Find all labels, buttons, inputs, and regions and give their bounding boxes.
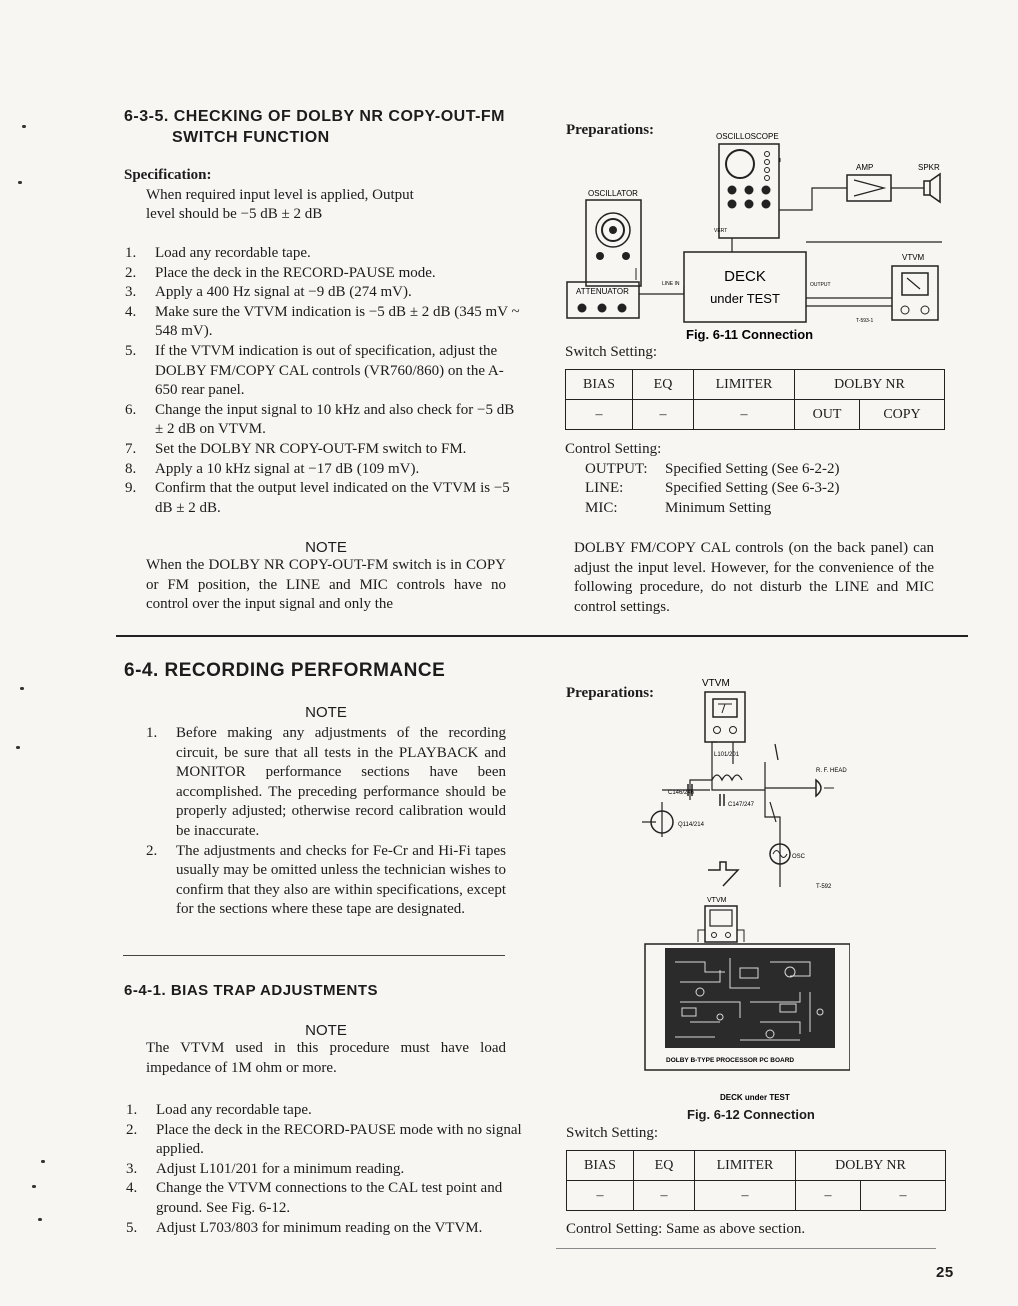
list-item-text: Set the DOLBY NR COPY-OUT-FM switch to FM. [155, 440, 467, 457]
rf-head-icon [816, 780, 821, 796]
board-label: DOLBY B-TYPE PROCESSOR PC BOARD [666, 1057, 795, 1064]
control-key: LINE: [585, 480, 624, 497]
q114-label: Q114/214 [678, 822, 704, 828]
list-item [126, 1160, 526, 1180]
procedure-steps-6-3-5 [125, 244, 525, 518]
note-6-4-1 [146, 1022, 506, 1078]
vtvm-box [892, 266, 938, 320]
deck-label-line2: under TEST [710, 291, 780, 306]
oscillator-label: OSCILLATOR [588, 189, 638, 198]
control-key: MIC: [585, 499, 618, 516]
list-item-number: 5. [126, 1219, 138, 1236]
list-item-number: 5. [125, 342, 137, 359]
list-item-number: 6. [125, 401, 137, 418]
list-item-number: 8. [125, 460, 137, 477]
oscilloscope-label: OSCILLOSCOPE [716, 132, 779, 141]
section-6-4-1-title: 6-4-1. BIAS TRAP ADJUSTMENTS [124, 982, 379, 999]
speaker-icon [924, 181, 930, 195]
line-in-label: LINE IN [662, 281, 680, 287]
col-dolby-nr: DOLBY NR [796, 1151, 946, 1181]
list-item-number: 2. [146, 842, 158, 859]
list-item-number: 7. [125, 440, 137, 457]
deck-box [684, 252, 806, 322]
amp-label: AMP [856, 163, 874, 172]
specification-block [124, 166, 524, 225]
cell-eq: – [634, 1181, 695, 1211]
list-item [126, 1179, 526, 1218]
attenuator-label: ATTENUATOR [576, 287, 629, 296]
speaker-label: SPKR [918, 163, 940, 172]
cell-dolby-b: – [861, 1181, 946, 1211]
cell-bias: – [566, 400, 633, 430]
list-item-text: The adjustments and checks for Fe-Cr and Hi-Fi tapes usually may be omitted unless the technician wishes to confirm that they also are within specifications, except for the sections where these tape are designated. [176, 842, 506, 918]
list-item-text: Load any recordable tape. [155, 245, 311, 261]
margin-speck [16, 746, 20, 749]
vert-label: VERT [714, 228, 728, 234]
note-text: The VTVM used in this procedure must have load impedance of 1M ohm or more. [146, 1040, 506, 1076]
margin-speck [38, 1218, 42, 1221]
section-title-line2: SWITCH FUNCTION [172, 129, 330, 146]
cell-dolby-a: – [796, 1181, 861, 1211]
control-setting-label: Control Setting: [565, 441, 662, 457]
c147-label: C147/247 [728, 802, 755, 808]
osc-label: OSC [792, 854, 806, 860]
rf-head-label: R. F. HEAD [816, 768, 847, 774]
list-item-text: Confirm that the output level indicated on the VTVM is −5 dB ± 2 dB. [155, 480, 510, 516]
control-setting-text: Control Setting: Same as above section. [566, 1221, 806, 1237]
fig-6-12-caption: Fig. 6-12 Connection [687, 1107, 815, 1122]
dolby-cal-text: DOLBY FM/COPY CAL controls (on the back panel) can adjust the input level. However, for the convenience of the following procedure, do not disturb the LINE and MIC control settings. [574, 540, 934, 615]
control-value: Specified Setting (See 6-2-2) [665, 460, 840, 477]
margin-speck [22, 125, 26, 128]
col-eq: EQ [633, 370, 694, 400]
oscilloscope-screen [726, 150, 754, 178]
list-item-text: Adjust L101/201 for a minimum reading. [156, 1160, 405, 1177]
list-item [125, 460, 525, 480]
list-item [125, 264, 525, 284]
list-item [125, 283, 525, 303]
list-item-text: Change the input signal to 10 kHz and also check for −5 dB ± 2 dB on VTVM. [155, 401, 515, 438]
list-item-text: Make sure the VTVM indication is −5 dB ± 2 dB (345 mV ~ 548 mV). [155, 303, 520, 340]
preparations-label: Preparations: [566, 685, 655, 701]
list-item-text: Apply a 10 kHz signal at −17 dB (109 mV). [155, 460, 420, 477]
margin-speck [41, 1160, 45, 1163]
list-item [126, 1219, 526, 1239]
deck-label-line1: DECK [724, 268, 766, 285]
list-item-text: Change the VTVM connections to the CAL test point and ground. See Fig. 6-12. [156, 1180, 503, 1216]
note-title: NOTE [305, 1022, 347, 1039]
bottom-rule [556, 1248, 936, 1249]
control-row [585, 460, 840, 480]
vtvm-top-label: VTVM [702, 678, 730, 689]
switch-setting-label: Switch Setting: [565, 344, 658, 360]
cell-dolby-out: OUT [795, 400, 860, 430]
vtvm-label: VTVM [902, 253, 925, 262]
note-text: When the DOLBY NR COPY-OUT-FM switch is in COPY or FM position, the LINE and MIC controls have no control over the input signal and only the [146, 557, 506, 613]
list-item [125, 440, 525, 460]
list-item-number: 4. [125, 303, 137, 320]
list-item [146, 724, 506, 842]
control-row [585, 499, 840, 519]
list-item-number: 4. [126, 1180, 138, 1197]
note-title: NOTE [305, 539, 347, 556]
margin-speck [18, 181, 22, 184]
preparations-label: Preparations: [566, 122, 655, 138]
list-item-text: Place the deck in the RECORD-PAUSE mode. [155, 264, 436, 281]
switch-setting-table [565, 369, 945, 430]
control-key: OUTPUT: [585, 460, 648, 477]
col-bias: BIAS [567, 1151, 634, 1181]
section-6-3-5-title [124, 106, 505, 148]
section-title-line1: 6-3-5. CHECKING OF DOLBY NR COPY-OUT-FM [124, 108, 506, 125]
figure-ref: T-592 [816, 884, 832, 890]
list-item-number: 2. [126, 1121, 138, 1138]
section-6-4-title: 6-4. RECORDING PERFORMANCE [124, 660, 446, 681]
list-item-number: 3. [126, 1160, 138, 1177]
spec-line2: level should be −5 dB ± 2 dB [146, 206, 323, 223]
list-item-text: Before making any adjustments of the recording circuit, be sure that all tests in the PLAYBACK and MONITOR performance sections have been accomplished. The preceding performance should be properly adjusted; otherwise record calibration would be inaccurate. [176, 725, 506, 839]
margin-speck [32, 1185, 36, 1188]
list-item-number: 1. [125, 245, 137, 261]
list-item-number: 2. [125, 264, 137, 281]
list-item-number: 9. [125, 480, 137, 497]
switch-setting-table [566, 1150, 946, 1211]
list-item-number: 1. [146, 725, 158, 741]
list-item-number: 1. [126, 1102, 138, 1118]
control-row [585, 479, 840, 499]
c146-label: C146/246 [668, 790, 695, 796]
cell-bias: – [567, 1181, 634, 1211]
arrow-down-icon [708, 862, 738, 886]
list-item-text: Adjust L703/803 for minimum reading on the VTVM. [156, 1219, 483, 1236]
note-6-4 [146, 704, 506, 721]
spec-line1: When required input level is applied, Output [146, 186, 414, 203]
page-number: 25 [936, 1264, 954, 1281]
output-label: OUTPUT [810, 282, 831, 288]
l101-label: L101/201 [714, 752, 740, 758]
note-6-3-5 [146, 539, 506, 615]
list-item [125, 342, 525, 401]
note-title: NOTE [305, 704, 347, 721]
deck-under-test-label: DECK under TEST [720, 1093, 790, 1102]
list-item-text: Load any recordable tape. [156, 1102, 312, 1118]
spec-label: Specification: [124, 167, 212, 183]
control-setting-list [565, 460, 840, 519]
fig-6-11-caption: Fig. 6-11 Connection [686, 327, 814, 342]
col-limiter: LIMITER [694, 370, 795, 400]
list-item-text: If the VTVM indication is out of specification, adjust the DOLBY FM/COPY CAL controls (VR760/860) on the A-650 rear panel. [155, 342, 504, 399]
list-item [126, 1101, 526, 1121]
vtvm-bottom-label: VTVM [707, 897, 727, 904]
section-divider [116, 635, 968, 637]
subsection-divider [123, 955, 505, 956]
list-item-number: 3. [125, 284, 137, 301]
col-limiter: LIMITER [695, 1151, 796, 1181]
list-item [125, 401, 525, 440]
recording-notes-list [146, 724, 506, 920]
control-setting-block [565, 440, 840, 518]
margin-speck [20, 687, 24, 690]
fig-6-12-diagram [620, 672, 850, 1112]
list-item [125, 303, 525, 342]
control-value: Minimum Setting [665, 499, 772, 516]
figure-ref: T-593-1 [856, 318, 874, 324]
control-value: Specified Setting (See 6-3-2) [665, 480, 840, 497]
cell-limiter: – [695, 1181, 796, 1211]
cell-eq: – [633, 400, 694, 430]
list-item [125, 479, 525, 518]
cell-limiter: – [694, 400, 795, 430]
col-dolby-nr: DOLBY NR [795, 370, 945, 400]
list-item [146, 842, 506, 920]
col-eq: EQ [634, 1151, 695, 1181]
col-bias: BIAS [566, 370, 633, 400]
procedure-steps-6-4-1 [126, 1101, 526, 1238]
fig-6-11-diagram [562, 128, 952, 348]
list-item-text: Apply a 400 Hz signal at −9 dB (274 mV). [155, 284, 412, 301]
list-item-text: Place the deck in the RECORD-PAUSE mode with no signal applied. [156, 1121, 522, 1158]
list-item [126, 1121, 526, 1160]
list-item [125, 244, 525, 264]
cell-dolby-copy: COPY [860, 400, 945, 430]
switch-setting-label: Switch Setting: [566, 1125, 659, 1141]
